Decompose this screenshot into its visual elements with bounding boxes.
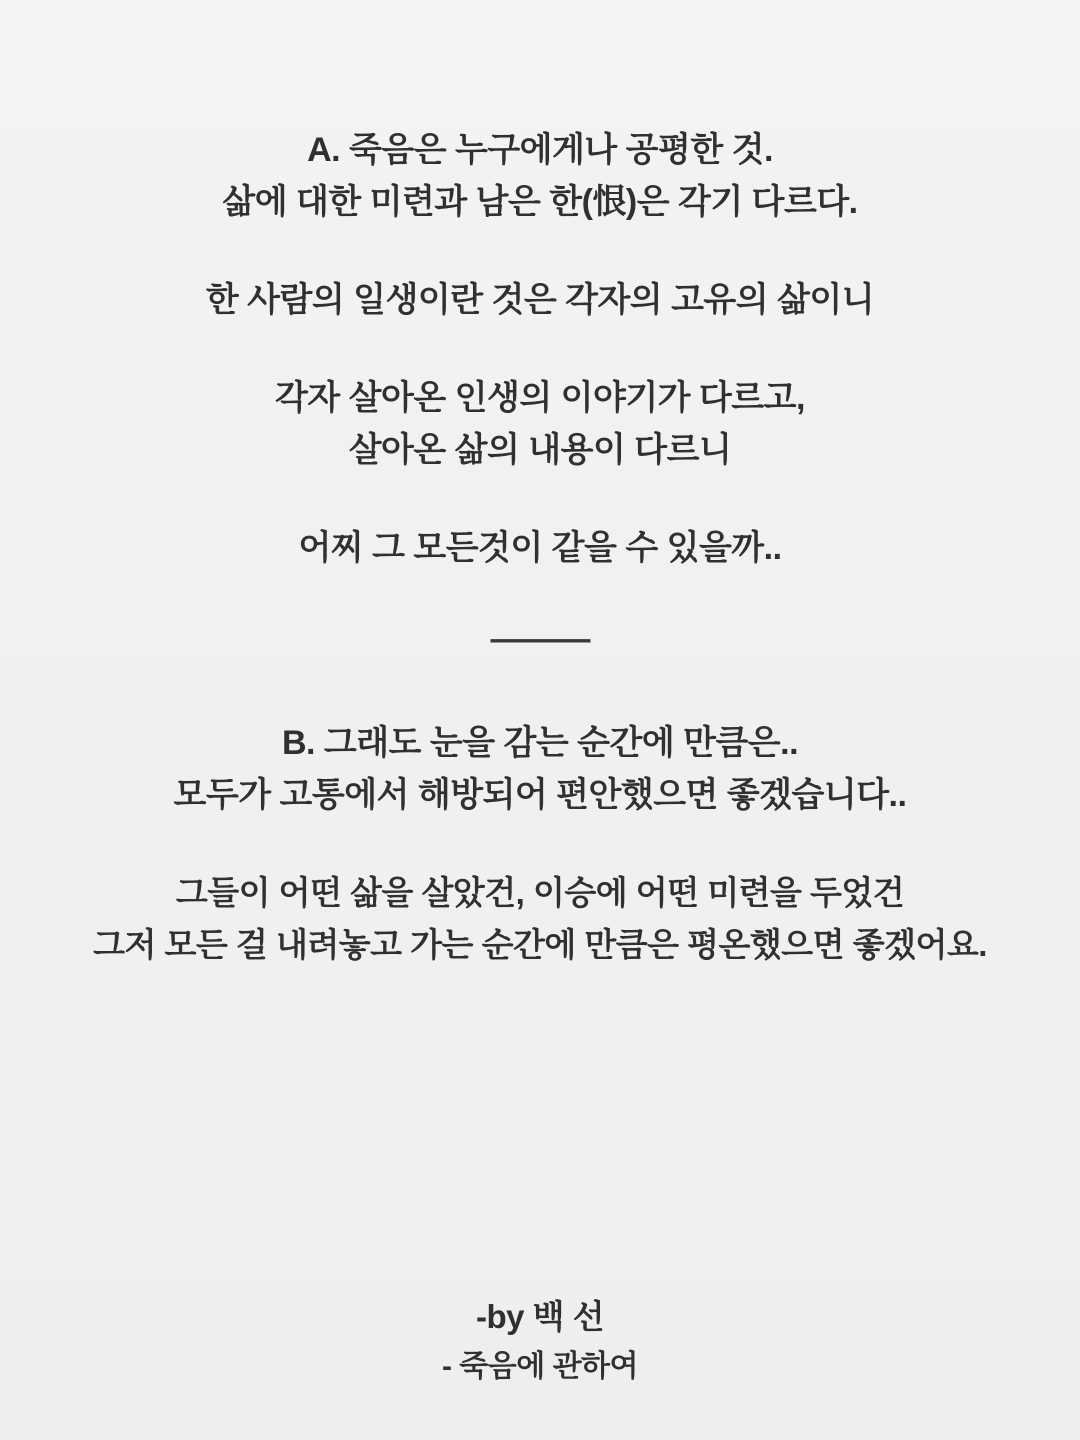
- stanza-b1: [40, 717, 1040, 821]
- stanza-a1: [40, 124, 1040, 228]
- poem-line: B. 그래도 눈을 감는 순간에 만큼은..: [281, 724, 799, 762]
- stanza-b2: [40, 867, 1040, 971]
- poem-line: 한 사람의 일생이란 것은 각자의 고유의 삶이니: [205, 281, 875, 319]
- poem-body: [40, 124, 1040, 1017]
- poem-line: 모두가 고통에서 해방되어 편안했으면 좋겠습니다..: [173, 776, 907, 814]
- poem-line: 어찌 그 모든것이 같을 수 있을까..: [298, 529, 782, 567]
- stanza-a3: [40, 372, 1040, 476]
- poem-line: 살아온 삶의 내용이 다르니: [348, 431, 732, 469]
- work-title: - 죽음에 관하여: [441, 1350, 639, 1383]
- divider-dashes: ———: [490, 620, 590, 658]
- stanza-a2: [40, 274, 1040, 326]
- signature-block: [0, 1292, 1080, 1392]
- section-divider: [40, 620, 1040, 659]
- poem-line: 그저 모든 걸 내려놓고 가는 순간에 만큼은 평온했으면 좋겠어요.: [93, 926, 987, 963]
- poem-line: 각자 살아온 인생의 이야기가 다르고,: [275, 379, 805, 417]
- poem-line: 그들이 어떤 삶을 살았건, 이승에 어떤 미련을 두었건: [175, 874, 905, 911]
- author-name: -by 백 선: [475, 1298, 605, 1335]
- stanza-a4: [40, 522, 1040, 574]
- poem-line: A. 죽음은 누구에게나 공평한 것.: [307, 131, 773, 169]
- poem-line: 삶에 대한 미련과 남은 한(恨)은 각기 다르다.: [222, 183, 858, 221]
